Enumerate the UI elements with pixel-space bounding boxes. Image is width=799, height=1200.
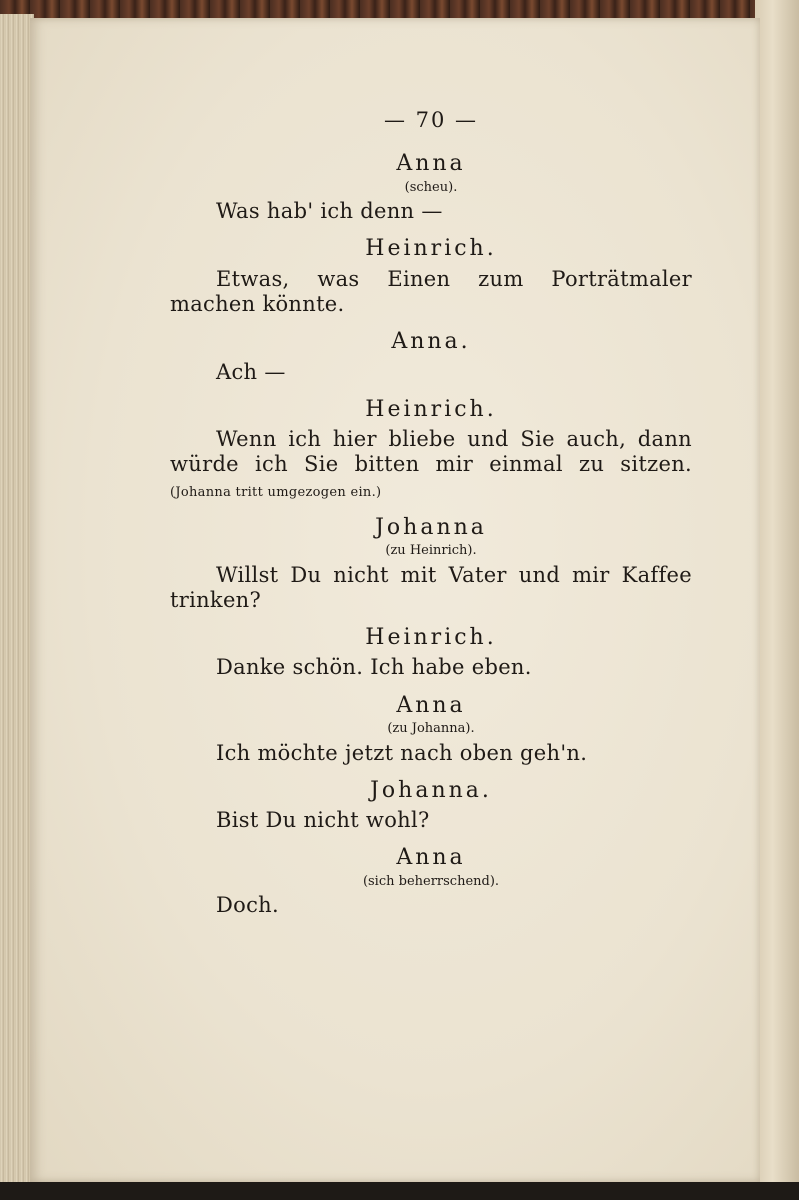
dialogue-line: Etwas, was Einen zum Porträtmaler machen könnte.: [170, 266, 692, 316]
inline-stage-direction: (Johanna tritt umgezogen ein.): [170, 485, 382, 501]
dialogue-line: Ich möchte jetzt nach oben geh'n.: [216, 740, 588, 765]
stage-direction: (zu Heinrich).: [385, 543, 477, 559]
dialogue-line: Was hab' ich denn —: [216, 199, 443, 224]
page-number: — 70 —: [383, 108, 479, 132]
speaker-name: Anna: [396, 692, 466, 718]
speaker-name: Johanna.: [370, 777, 492, 803]
dialogue-line: [170, 427, 692, 503]
page-text: [170, 108, 692, 927]
speaker-name: Anna: [396, 845, 466, 871]
dialogue-line: Doch.: [216, 893, 279, 918]
speaker-name: Anna.: [391, 329, 471, 355]
speaker-name: Anna: [396, 151, 466, 177]
stage-direction: (scheu).: [404, 179, 458, 195]
dialogue-line: Willst Du nicht mit Vater und mir Kaffee trinken?: [170, 562, 692, 612]
dialogue-line: Ach —: [216, 359, 286, 384]
scan-bottom-edge: [0, 1182, 799, 1200]
speaker-name: Johanna: [375, 514, 487, 540]
stage-direction: (sich beherrschend).: [362, 873, 500, 889]
page-stack-edges: [0, 14, 34, 1186]
speaker-name: Heinrich.: [365, 625, 497, 651]
dialogue-line: Bist Du nicht wohl?: [216, 808, 430, 833]
stage-direction: (zu Johanna).: [387, 720, 475, 736]
facing-page-edge: [755, 0, 799, 1200]
dialogue-text: Wenn ich hier bliebe und Sie auch, dann würde ich Sie bitten mir einmal zu sitzen.: [170, 427, 692, 477]
speaker-name: Heinrich.: [365, 396, 497, 422]
dialogue-line: Danke schön. Ich habe eben.: [216, 655, 532, 680]
speaker-name: Heinrich.: [365, 236, 497, 262]
